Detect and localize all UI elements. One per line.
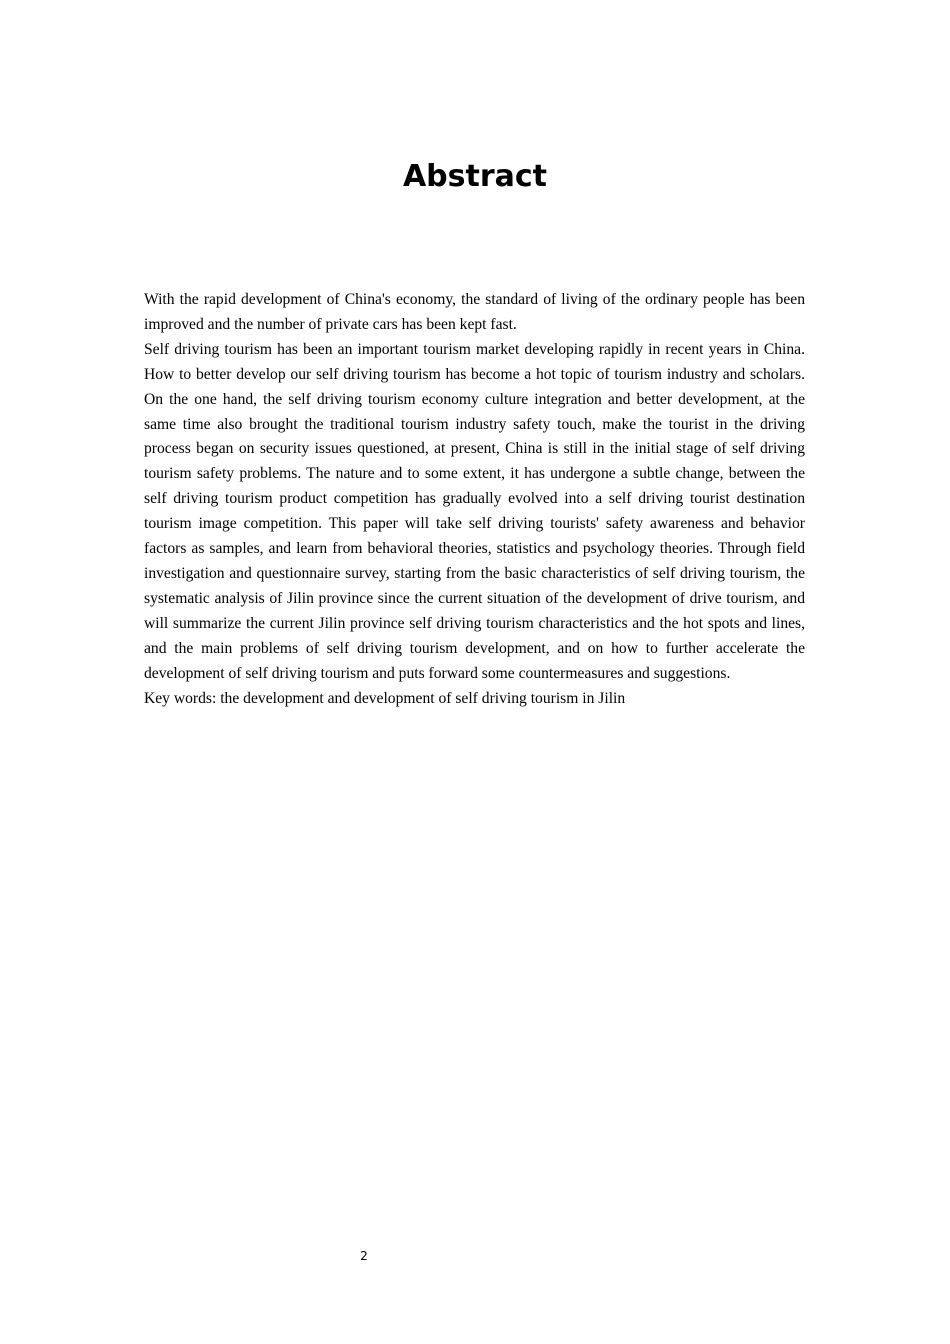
abstract-body (144, 288, 805, 711)
abstract-paragraph-intro: With the rapid development of China's economy, the standard of living of the ordinary people has been improved and the number of private cars has been kept fast. (144, 291, 805, 333)
page-title: Abstract (402, 159, 548, 194)
keywords-line: Key words: the development and development of self driving tourism in Jilin (144, 689, 626, 707)
abstract-paragraph-main: Self driving tourism has been an important tourism market developing rapidly in recent years in China. How to better develop our self driving tourism has become a hot topic of tourism industry and scholars. On the one hand, the self driving tourism economy culture integration and better development, at the same time also brought the traditional tourism industry safety touch, make the tourist in the driving process began on security issues questioned, at present, China is still in the initial stage of self driving tourism safety problems. The nature and to some extent, it has undergone a subtle change, between the self driving tourism product competition has gradually evolved into a self driving tourist destination tourism image competition. This paper will take self driving tourists' safety awareness and behavior factors as samples, and learn from behavioral theories, statistics and psychology theories. Through field investigation and questionnaire survey, starting from the basic characteristics of self driving tourism, the systematic analysis of Jilin province since the current situation of the development of drive tourism, and will summarize the current Jilin province self driving tourism characteristics and the hot spots and lines, and the main problems of self driving tourism development, and on how to further accelerate the development of self driving tourism and puts forward some countermeasures and suggestions. (144, 340, 805, 682)
page-number: 2 (360, 1249, 368, 1263)
